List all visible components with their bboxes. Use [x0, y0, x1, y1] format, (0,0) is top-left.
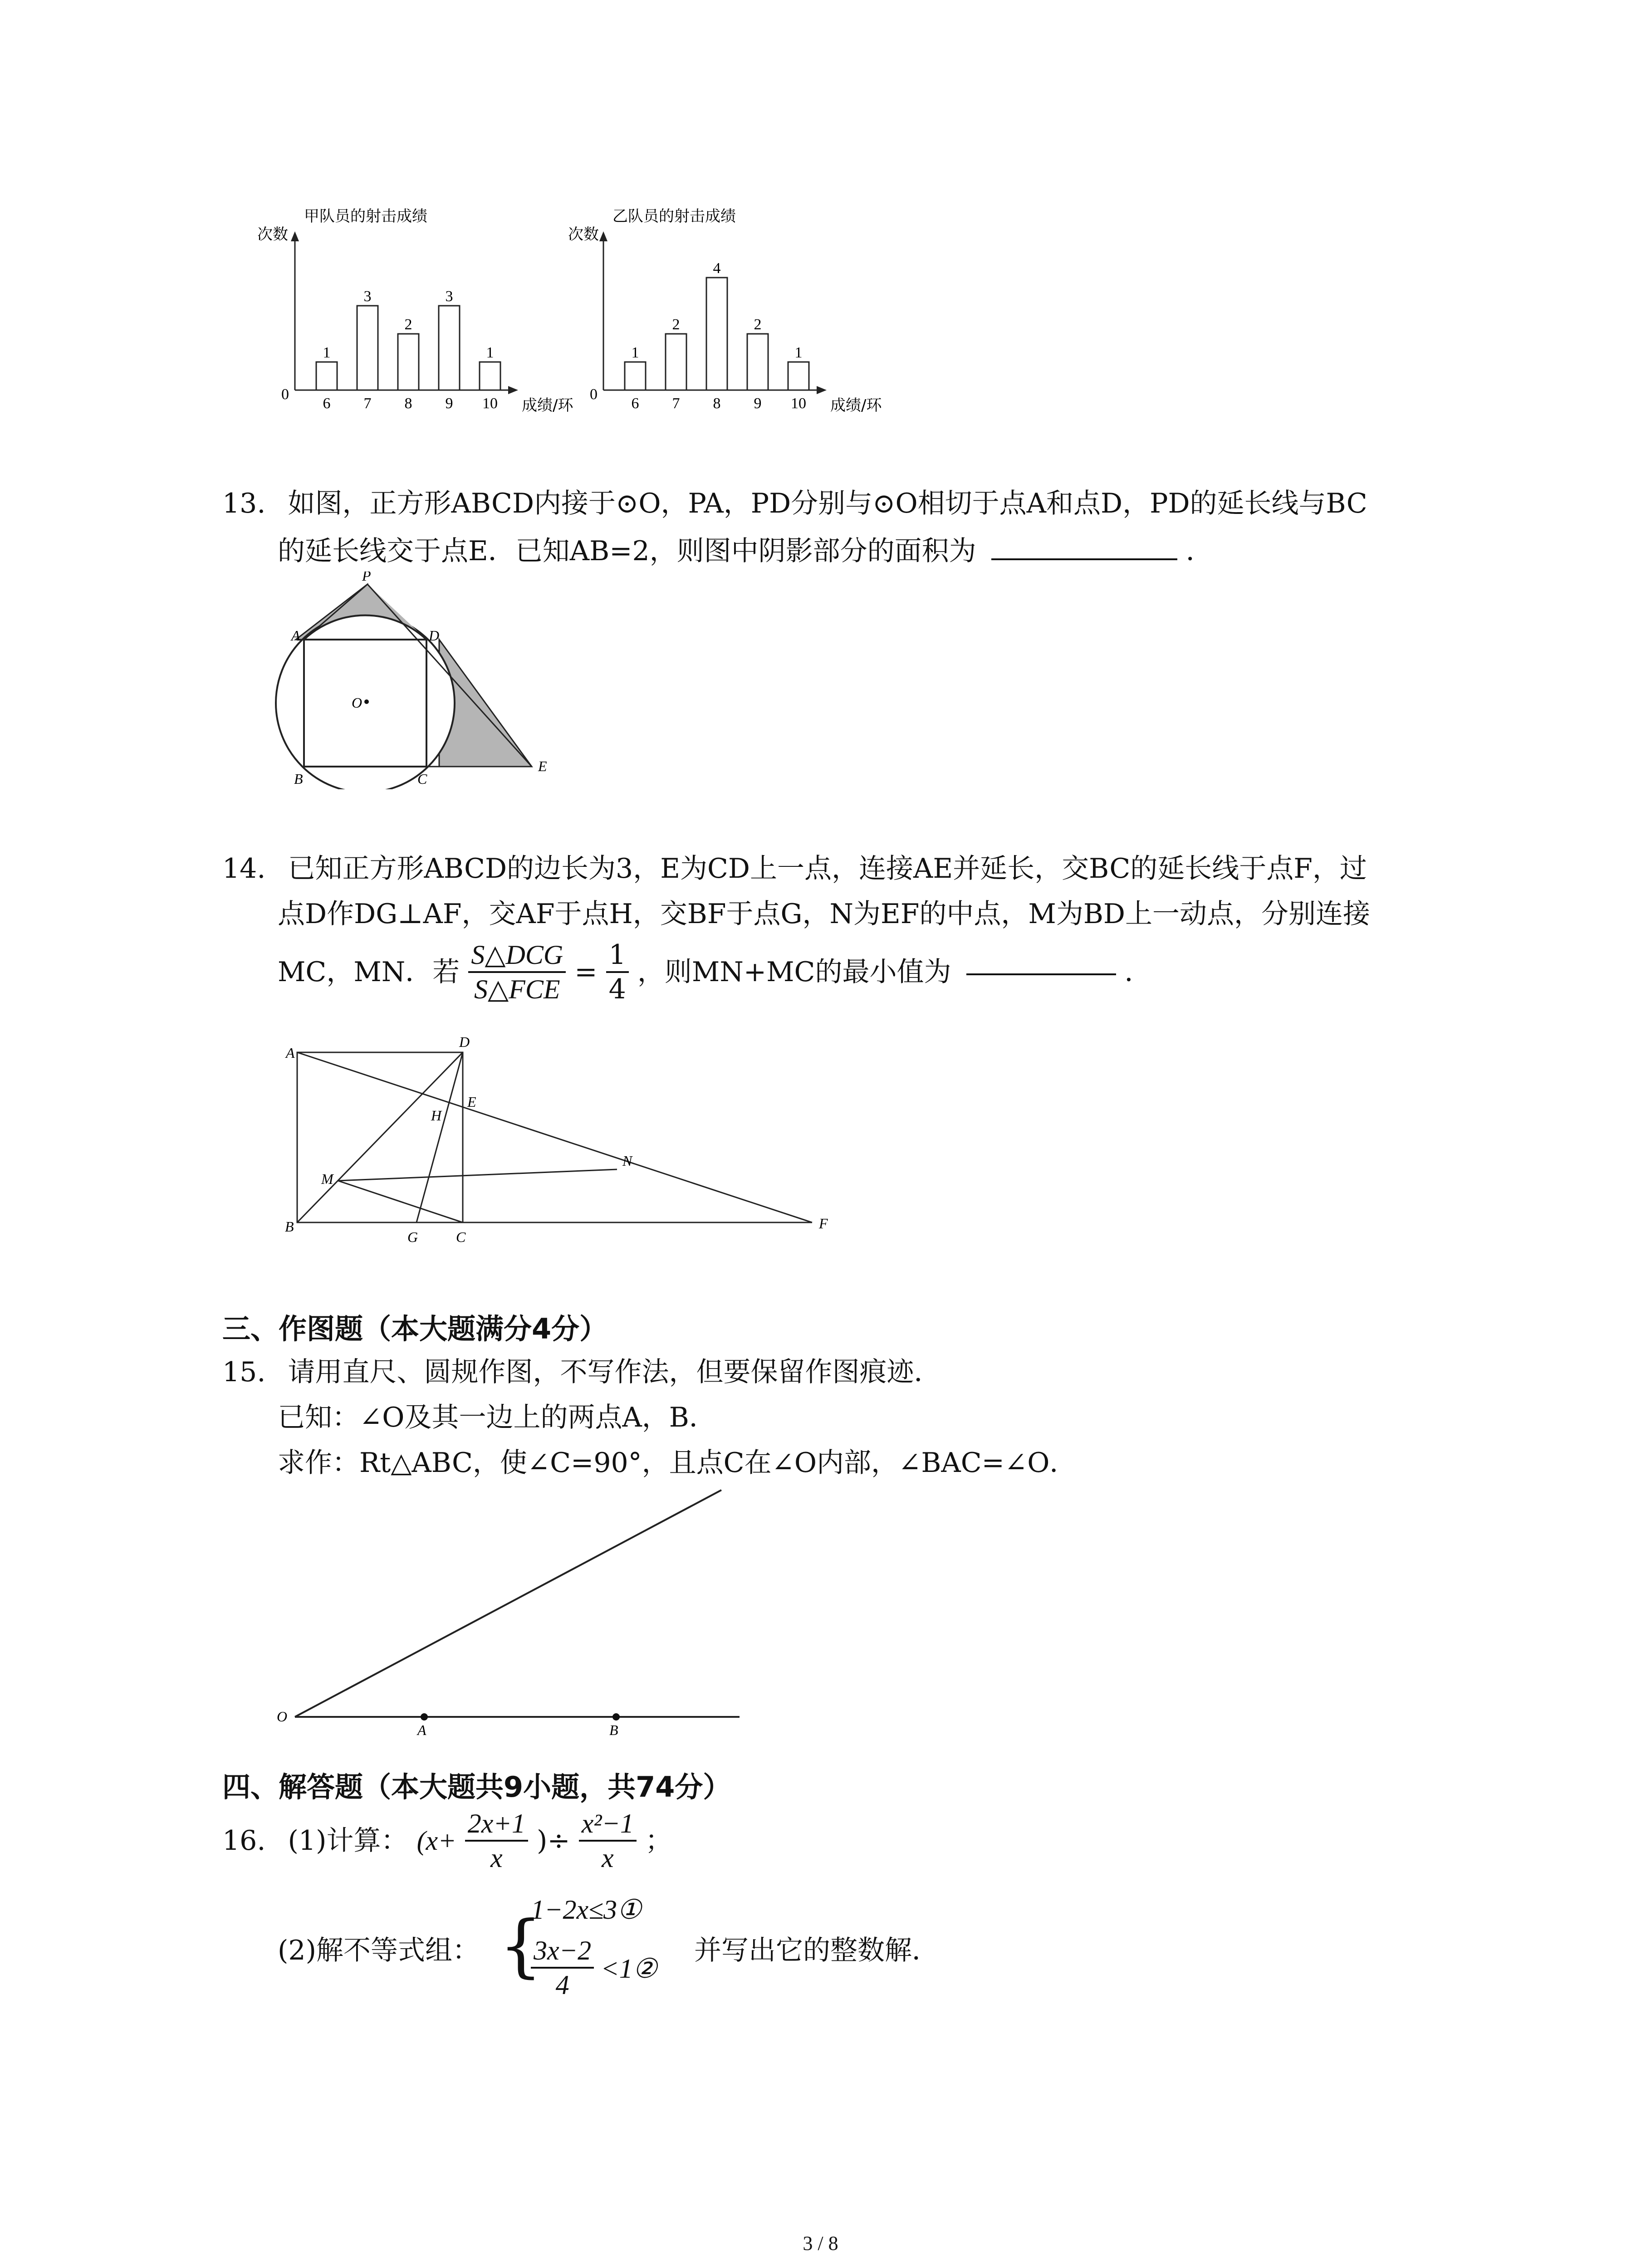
q16-f2-den: x — [601, 1843, 614, 1873]
q14-number: 14. — [222, 853, 266, 885]
chart-title: 乙队员的射击成绩 — [612, 207, 736, 225]
q16-p1-end: ； — [645, 1825, 672, 1857]
bar — [398, 334, 419, 390]
q14-figure — [272, 1030, 844, 1243]
chart-ylabel: 次数 — [568, 225, 599, 244]
bar — [625, 362, 646, 390]
q14-label-b: B — [285, 1218, 294, 1235]
q15-figure — [268, 1483, 758, 1737]
q15-ray-slanted — [295, 1490, 721, 1717]
q14-label-g: G — [407, 1229, 418, 1243]
q15-number: 15. — [222, 1356, 266, 1388]
q15-text-2: 已知：∠O及其一边上的两点A，B． — [278, 1402, 716, 1433]
q14-line-bd — [297, 1052, 463, 1222]
q14-label-e: E — [467, 1094, 476, 1110]
q16-p1-label: (1)计算： — [288, 1825, 408, 1857]
bar — [480, 362, 500, 390]
q14-answer-blank[interactable] — [966, 969, 1116, 975]
x-axis-arrow — [817, 386, 827, 394]
chart-xlabel: 成绩/环 — [522, 396, 573, 415]
q14-area-ratio — [468, 941, 566, 1003]
q16-part2-label: (2)解不等式组： — [278, 1935, 480, 1966]
q16-ineq2-num: 3x−2 — [531, 1937, 594, 1969]
chart-origin: 0 — [590, 386, 598, 403]
q16-inequality-1: 1−2x≤3① — [531, 1895, 642, 1925]
bar-value-label: 1 — [794, 344, 803, 361]
bar-value-label: 2 — [672, 316, 680, 333]
q14-value-num: 1 — [606, 941, 629, 973]
bar — [439, 306, 460, 390]
q14-line-mn — [338, 1169, 617, 1181]
q15-point-a — [421, 1713, 428, 1721]
q13-line2 — [278, 535, 1213, 567]
q14-text-3a: MC，MN．若 — [278, 956, 460, 988]
q15-line3 — [278, 1447, 1077, 1479]
q13-answer-blank[interactable] — [991, 554, 1177, 560]
q14-text-2: 点D作DG⊥AF，交AF于点H，交BF于点G，N为EF的中点，M为BD上一动点，分别连接 — [278, 898, 1371, 930]
q16-fraction-1 — [465, 1810, 528, 1872]
y-axis-arrow — [599, 231, 607, 241]
q16-ineq2-den: 4 — [555, 1970, 569, 2000]
q14-label-c: C — [456, 1229, 466, 1243]
q13-figure — [268, 572, 558, 789]
q13-line1 — [222, 490, 1367, 517]
bar — [788, 362, 809, 390]
shooting-charts — [254, 200, 935, 435]
q13-label-c: C — [417, 771, 427, 787]
q15-text-3: 求作：Rt△ABC，使∠C=90°，且点C在∠O内部，∠BAC=∠O． — [278, 1447, 1077, 1479]
q13-label-p: P — [362, 572, 371, 584]
q13-center-dot — [364, 699, 369, 704]
x-tick-label: 10 — [791, 395, 806, 412]
q16-f1-den: x — [490, 1843, 503, 1873]
x-tick-label: 8 — [404, 395, 412, 412]
q16-ineq2-frac — [531, 1937, 594, 1999]
x-tick-label: 9 — [445, 395, 453, 412]
q13-label-a: A — [291, 627, 300, 644]
q14-text-3b: ，则MN+MC的最小值为 — [637, 956, 951, 988]
bar — [706, 278, 727, 390]
x-tick-label: 10 — [482, 395, 498, 412]
x-tick-label: 6 — [323, 395, 331, 412]
q13-label-e: E — [538, 758, 547, 774]
q16-p1-b: )÷ — [536, 1825, 570, 1857]
x-axis-arrow — [508, 386, 518, 394]
q15-label-o: O — [277, 1708, 288, 1725]
section-3-heading: 三、作图题（本大题满分4分） — [222, 1312, 608, 1345]
bar — [747, 334, 768, 390]
x-tick-label: 7 — [672, 395, 680, 412]
page-number: 3 / 8 — [803, 2232, 838, 2254]
q16-part1 — [222, 1810, 672, 1872]
y-axis-arrow — [291, 231, 299, 241]
q14-line2 — [278, 900, 1370, 928]
q14-label-d: D — [459, 1034, 470, 1050]
bar-value-label: 1 — [631, 344, 639, 361]
q16-f1-num: 2x+1 — [465, 1810, 528, 1842]
q13-label-o: O — [352, 694, 362, 711]
q15-point-b — [612, 1713, 620, 1721]
q16-p1-a: (x+ — [416, 1826, 456, 1856]
q16-f2-num: x²−1 — [579, 1810, 637, 1842]
q13-text-1: 如图，正方形ABCD内接于⊙O，PA，PD分别与⊙O相切于点A和点D，PD的延长线与BC — [288, 488, 1367, 519]
chart-yi — [568, 207, 882, 415]
q14-end: ． — [1124, 956, 1152, 988]
x-tick-label: 6 — [631, 395, 639, 412]
q14-line3 — [278, 941, 1152, 1003]
q13-label-b: B — [294, 771, 303, 787]
q15-text-1: 请用直尺、圆规作图，不写作法，但要保留作图痕迹． — [288, 1356, 941, 1388]
bar-value-label: 2 — [404, 316, 412, 333]
x-tick-label: 7 — [363, 395, 372, 412]
bar-value-label: 3 — [445, 288, 453, 305]
q13-number: 13. — [222, 488, 266, 519]
section-4-heading: 四、解答题（本大题共9小题，共74分） — [222, 1770, 731, 1804]
q14-line1 — [222, 853, 1367, 885]
x-tick-label: 9 — [754, 395, 762, 412]
q15-label-a: A — [417, 1722, 426, 1737]
q14-label-f: F — [819, 1215, 828, 1232]
chart-title: 甲队员的射击成绩 — [304, 207, 427, 225]
q14-text-1: 已知正方形ABCD的边长为3，E为CD上一点，连接AE并延长，交BC的延长线于点F，过 — [288, 853, 1367, 885]
bar — [666, 334, 686, 390]
q14-line-af — [297, 1052, 812, 1222]
q14-ratio-den: S△FCE — [474, 974, 560, 1004]
q13-text-2: 的延长线交于点E．已知AB=2，则图中阴影部分的面积为 — [278, 535, 976, 567]
q16-inequality-2 — [531, 1937, 657, 1999]
q15-line1 — [222, 1356, 941, 1388]
q14-label-a: A — [286, 1045, 295, 1061]
chart-xlabel: 成绩/环 — [830, 396, 882, 415]
bar-value-label: 4 — [713, 260, 721, 277]
chart-jia — [257, 207, 573, 415]
bar-value-label: 3 — [363, 288, 372, 305]
q14-label-h: H — [431, 1107, 442, 1124]
q14-label-m: M — [321, 1171, 333, 1187]
bar — [357, 306, 378, 390]
q14-value-den: 4 — [608, 973, 626, 1005]
q13-label-d: D — [429, 627, 440, 644]
q15-line2 — [278, 1404, 716, 1431]
q14-line-mc — [338, 1181, 463, 1222]
q16-number: 16. — [222, 1825, 266, 1857]
q16-part2-end: 并写出它的整数解． — [694, 1935, 939, 1966]
q16-fraction-2 — [579, 1810, 637, 1872]
q15-label-b: B — [609, 1722, 618, 1737]
x-tick-label: 8 — [713, 395, 721, 412]
bar-value-label: 2 — [754, 316, 762, 333]
q16-brace: { — [499, 1906, 543, 1985]
q14-ratio-num: S△DCG — [468, 941, 566, 973]
q14-line-dg — [416, 1052, 463, 1222]
q14-ratio-value — [606, 941, 629, 1003]
bar-value-label: 1 — [486, 344, 494, 361]
q13-end: ． — [1185, 535, 1213, 567]
q14-eq: = — [574, 956, 598, 988]
bar-value-label: 1 — [323, 344, 331, 361]
bar — [316, 362, 337, 390]
q14-label-n: N — [622, 1153, 632, 1169]
chart-origin: 0 — [281, 386, 289, 403]
q16-ineq2-rest: <1② — [601, 1954, 657, 1984]
chart-ylabel: 次数 — [257, 225, 288, 244]
